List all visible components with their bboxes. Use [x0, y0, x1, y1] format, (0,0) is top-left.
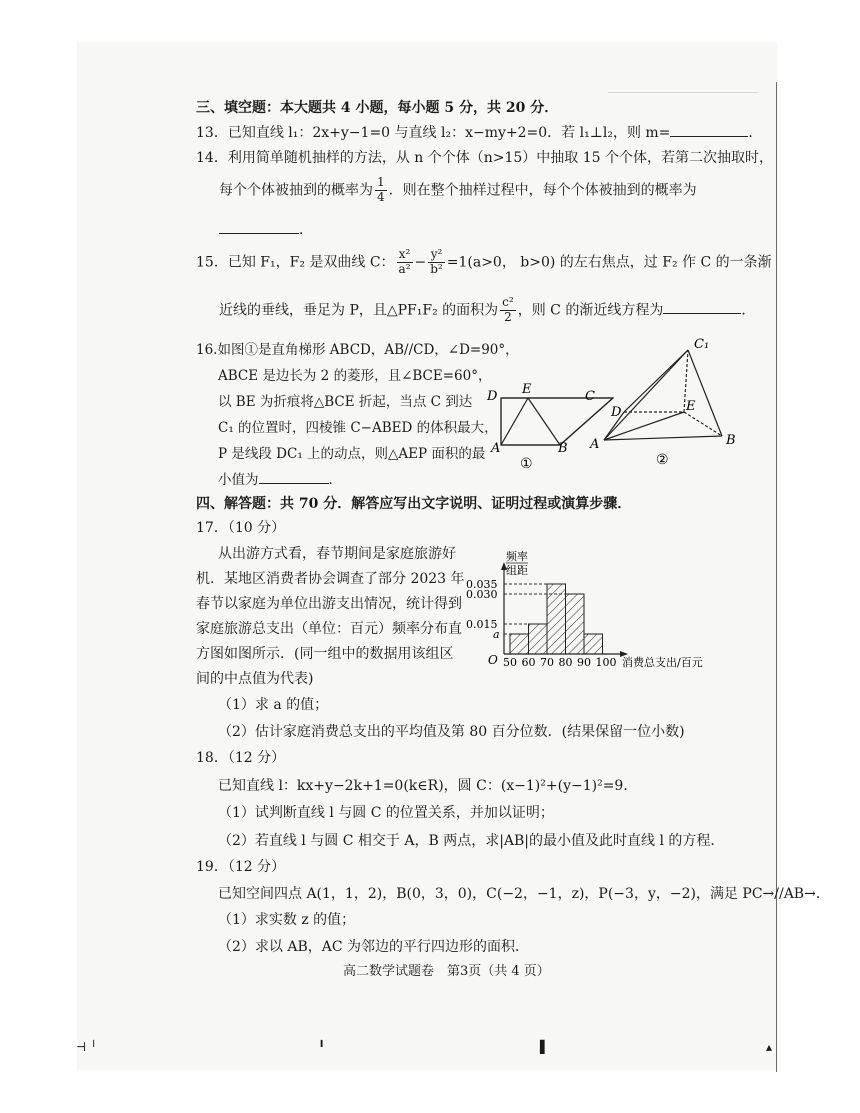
q17-part2: （2）估计家庭消费总支出的平均值及第 80 百分位数．(结果保留一位小数) — [218, 724, 685, 740]
q15-answer-blank[interactable] — [663, 313, 741, 314]
fig2-label-A: A — [590, 437, 600, 452]
q19-line1: 已知空间四点 A(1，1，2)，B(0，3，0)，C(−2，−1，z)，P(−3，y，−2)，满足 PC→//AB→． — [218, 886, 830, 902]
fig1-label-C: C — [585, 389, 595, 404]
histogram-bar — [566, 594, 585, 654]
q15-line2a: 近线的垂线，垂足为 P，且△PF₁F₂ 的面积为 — [219, 302, 499, 319]
q16-number: 16. — [196, 342, 218, 358]
question-14-line2 — [219, 176, 697, 205]
sheet-edge-line — [776, 82, 777, 1072]
x-tick-label: 80 — [558, 656, 573, 669]
frequency-histogram — [462, 548, 752, 676]
fig1-label-D: D — [487, 389, 498, 404]
histogram-bar — [510, 634, 529, 654]
fig2-caption: ② — [656, 452, 669, 468]
fig1-label-E: E — [522, 382, 532, 397]
q13-end: ． — [748, 125, 763, 141]
q15-minus: − — [414, 254, 427, 271]
fig1-label-A: A — [491, 441, 501, 456]
q18-number: 18．（12 分） — [196, 750, 286, 766]
q13-number: 13． — [196, 125, 228, 141]
fig2-label-C1: C₁ — [694, 337, 710, 352]
fig2-label-B: B — [726, 433, 736, 448]
question-16-line1 — [196, 342, 519, 358]
page-footer: 高二数学试题卷 第3页（共 4 页） — [343, 964, 550, 979]
q13-answer-blank[interactable] — [670, 136, 748, 137]
fig1-caption: ① — [520, 456, 533, 470]
histogram-bar — [547, 584, 566, 654]
histogram-bar — [584, 634, 603, 654]
q15-frac-x — [397, 248, 413, 277]
q16-line2: ABCE 是边长为 2 的菱形，且∠BCE=60°， — [218, 368, 492, 384]
question-14-line1 — [196, 150, 773, 167]
question-13 — [196, 125, 762, 142]
q15-frac-c-num: c² — [502, 295, 514, 309]
histogram-bar — [529, 624, 548, 654]
q14-line1: 利用简单随机抽样的方法，从 n 个个体（n>15）中抽取 15 个个体，若第二次抽取时， — [227, 150, 774, 166]
section4-header: 四、解答题：共 70 分．解答应写出文字说明、证明过程或演算步骤． — [196, 496, 632, 512]
q14-fraction — [375, 176, 387, 205]
figure-2-pyramid — [584, 336, 744, 468]
x-tick-label: 90 — [577, 656, 591, 669]
q16-line5: P 是线段 DC₁ 上的动点，则△AEP 面积的最 — [218, 446, 486, 462]
q17-line6: 间的中点值为代表) — [196, 671, 314, 687]
q17-line4: 家庭旅游总支出（单位：百元）频率分布直 — [196, 621, 462, 637]
q18-part1: （1）试判断直线 l 与圆 C 的位置关系，并加以证明； — [218, 805, 554, 821]
q19-part1: （1）求实数 z 的值； — [218, 912, 356, 928]
q15-frac-c — [500, 296, 516, 325]
q17-line5: 方图如图所示．(同一组中的数据用该组区 — [196, 646, 454, 662]
q14-number: 14． — [196, 150, 228, 166]
fig1-label-B: B — [558, 441, 568, 456]
scan-mark-edge: ▴ — [766, 1040, 773, 1054]
q15-number: 15． — [196, 254, 228, 271]
q14-frac-den: 4 — [377, 189, 385, 204]
q15-frac-x-den: a² — [398, 261, 411, 276]
scan-mark-mid: ╹ — [318, 1040, 326, 1054]
origin-label: O — [488, 653, 498, 667]
q14-line2a: 每个个体被抽到的概率为 — [219, 182, 373, 199]
scan-mark-right: ▌ — [540, 1040, 550, 1054]
section3-header: 三、填空题：本大题共 4 小题，每小题 5 分，共 20 分． — [196, 100, 559, 116]
q14-frac-num: 1 — [377, 175, 385, 189]
q15-frac-y-num: y² — [428, 248, 445, 263]
x-tick-label: 70 — [540, 656, 554, 669]
x-tick-label: 60 — [521, 656, 536, 669]
question-16-line6 — [218, 472, 342, 488]
q15-end: ． — [741, 302, 756, 319]
x-tick-label: 100 — [595, 656, 617, 669]
q15-frac-c-den: 2 — [504, 309, 512, 324]
q15-line2b: ，则 C 的渐近线方程为 — [517, 302, 664, 319]
q17-part1: （1）求 a 的值； — [218, 697, 329, 713]
q16-end: ． — [328, 472, 342, 488]
q18-line1: 已知直线 l：kx+y−2k+1=0(k∈R)，圆 C：(x−1)²+(y−1)²=9． — [218, 778, 638, 794]
y-label-top: 频率 — [506, 550, 528, 563]
q15-line1b: =1(a>0， b>0) 的左右焦点，过 F₂ 作 C 的一条渐 — [446, 254, 772, 271]
q16-line1: 如图①是直角梯形 ABCD，AB//CD，∠D=90°， — [217, 342, 519, 358]
q13-text: 已知直线 l₁：2x+y−1=0 与直线 l₂：x−my+2=0．若 l₁⊥l₂，则 m= — [227, 125, 671, 141]
question-15-line1 — [196, 248, 772, 277]
question-15-line2 — [219, 296, 755, 325]
q16-answer-blank[interactable] — [259, 483, 329, 484]
q17-line2: 机．某地区消费者协会调查了部分 2023 年 — [196, 571, 465, 587]
q17-line1: 从出游方式看，春节期间是家庭旅游好 — [218, 546, 456, 562]
q16-line3: 以 BE 为折痕将△BCE 折起，当点 C 到达 — [218, 394, 473, 410]
question-14-line3 — [219, 222, 313, 239]
y-tick-label: 0.015 — [466, 618, 498, 631]
q19-part2: （2）求以 AB，AC 为邻边的平行四边形的面积． — [218, 939, 530, 955]
faint-header-mark — [608, 92, 758, 99]
q16-line6: 小值为 — [218, 472, 259, 488]
y-tick-label: 0.030 — [466, 588, 498, 601]
q18-part2: （2）若直线 l 与圆 C 相交于 A，B 两点，求|AB|的最小值及此时直线 l 的方程． — [218, 833, 725, 849]
q15-line1a: 已知 F₁，F₂ 是双曲线 C： — [227, 254, 395, 271]
x-axis-label: 消费总支出/百元 — [622, 656, 703, 669]
scan-mark-left: ⊣ ╵ — [76, 1040, 98, 1054]
q15-frac-y-den: b² — [430, 261, 443, 276]
q16-line4: C₁ 的位置时，四棱锥 C−ABED 的体积最大， — [218, 420, 498, 436]
y-tick-label: 0.035 — [466, 578, 498, 591]
q14-answer-blank[interactable] — [219, 233, 299, 234]
q15-frac-x-num: x² — [397, 248, 413, 263]
x-tick-label: 50 — [503, 656, 517, 669]
y-tick-label: a — [493, 628, 500, 641]
q14-end: ． — [299, 222, 313, 238]
fig2-label-E: E — [686, 399, 696, 414]
q15-frac-y — [428, 248, 445, 277]
fig2-label-D: D — [611, 405, 622, 420]
q17-number: 17．（10 分） — [196, 520, 286, 536]
q19-number: 19．（12 分） — [196, 859, 286, 875]
q14-line2b: ．则在整个抽样过程中，每个个体被抽到的概率为 — [388, 182, 697, 199]
q17-line3: 春节以家庭为单位出游支出情况，统计得到 — [196, 596, 462, 612]
y-label-bottom: 组距 — [506, 564, 528, 577]
